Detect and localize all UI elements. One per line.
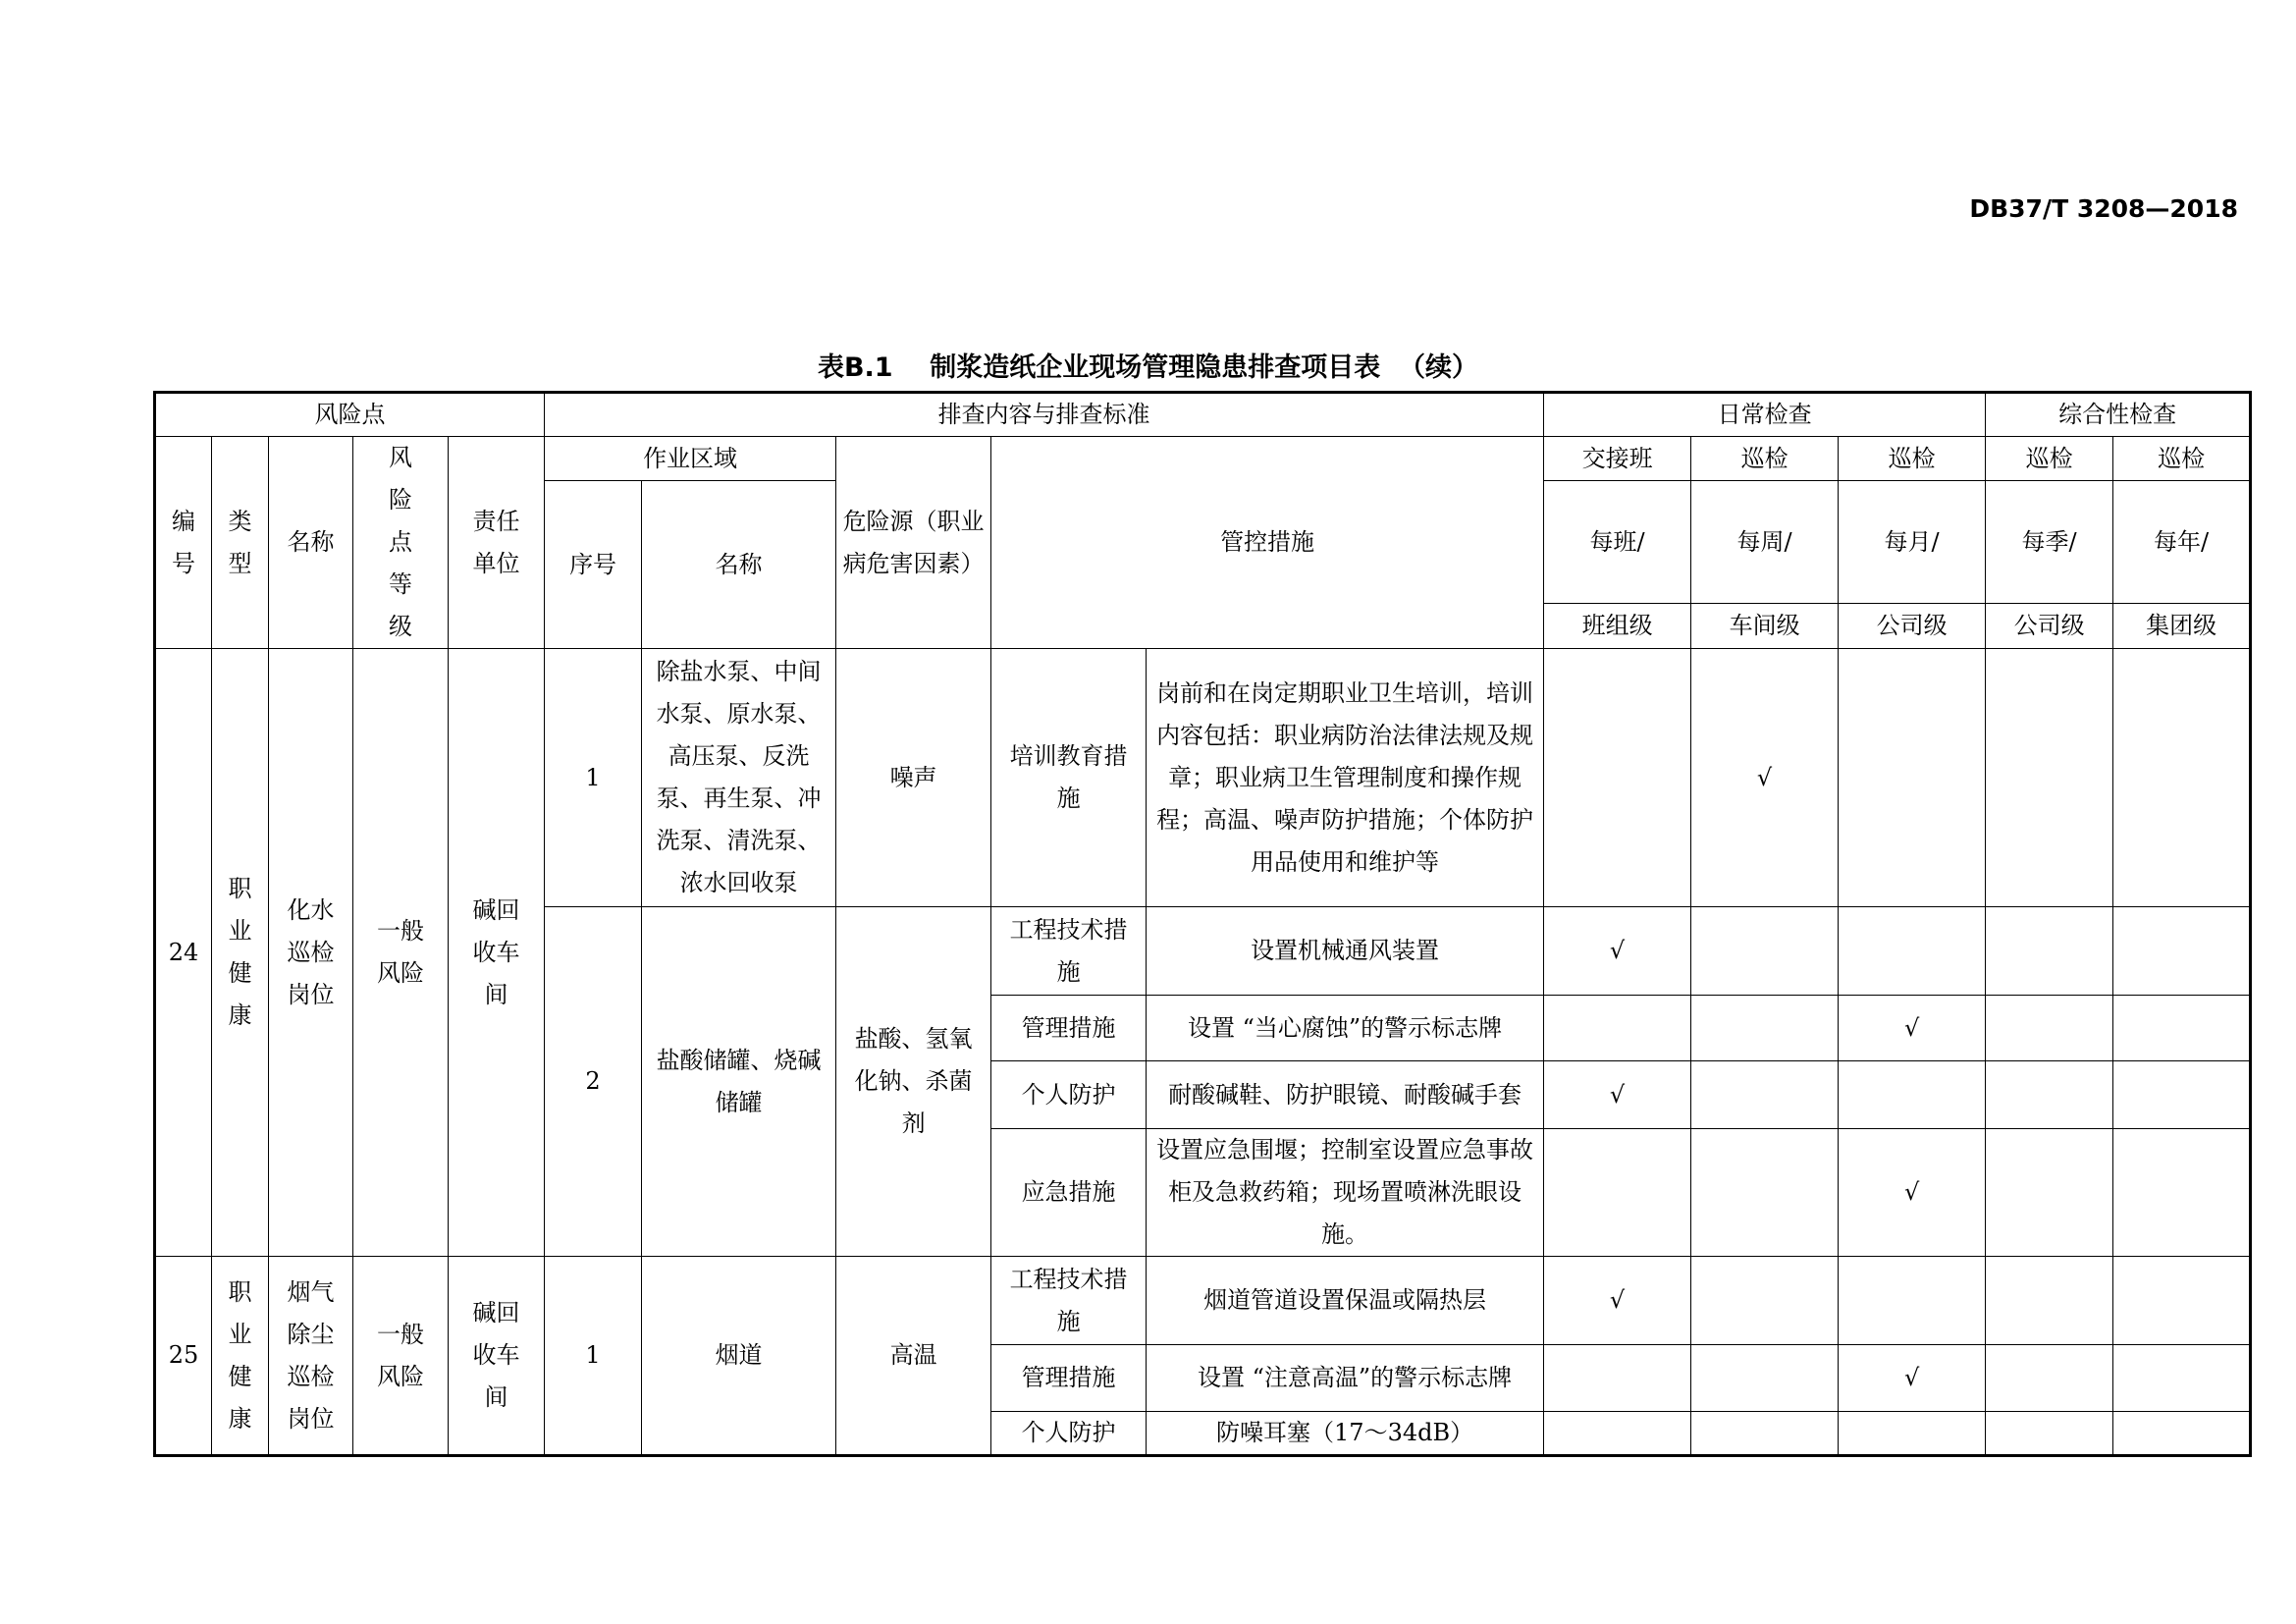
measure-type: 培训教育措施 <box>991 649 1147 907</box>
area-seq: 2 <box>545 907 642 1257</box>
header-check-freq-4: 每季/ <box>1986 481 2113 604</box>
check-mark: √ <box>1544 1257 1691 1345</box>
header-daily-check: 日常检查 <box>1544 393 1986 437</box>
measure-detail: 设置机械通风装置 <box>1147 907 1544 996</box>
check-mark: √ <box>1839 1345 1986 1412</box>
check-cell <box>1691 1061 1839 1129</box>
header-hazard-source: 危险源（职业病危害因素） <box>836 437 991 649</box>
check-cell <box>2113 1129 2251 1257</box>
measure-detail: 设置 “当心腐蚀”的警示标志牌 <box>1147 996 1544 1061</box>
measure-detail: 耐酸碱鞋、防护眼镜、耐酸碱手套 <box>1147 1061 1544 1129</box>
risk-level: 一般风险 <box>353 649 449 1257</box>
hazard-source: 高温 <box>836 1257 991 1456</box>
check-cell <box>1986 1345 2113 1412</box>
check-cell <box>1839 907 1986 996</box>
risk-number: 25 <box>155 1257 212 1456</box>
check-cell <box>1986 1129 2113 1257</box>
measure-type: 个人防护 <box>991 1061 1147 1129</box>
check-cell <box>1544 1129 1691 1257</box>
check-cell <box>1986 907 2113 996</box>
header-seq: 序号 <box>545 481 642 649</box>
table-title <box>0 346 2296 384</box>
risk-name: 化水巡检岗位 <box>269 649 353 1257</box>
check-cell <box>1691 1345 1839 1412</box>
risk-name: 烟气除尘巡检岗位 <box>269 1257 353 1456</box>
header-work-area: 作业区域 <box>545 437 836 481</box>
area-seq: 1 <box>545 649 642 907</box>
table-row <box>155 649 2251 907</box>
header-check-level-4: 公司级 <box>1986 604 2113 649</box>
header-content-standard: 排查内容与排查标准 <box>545 393 1544 437</box>
header-type: 类型 <box>212 437 269 649</box>
table-label: 表B.1 <box>817 352 893 383</box>
check-mark: √ <box>1839 1129 1986 1257</box>
check-cell <box>1544 1412 1691 1456</box>
check-cell <box>1544 1345 1691 1412</box>
check-cell <box>2113 907 2251 996</box>
check-mark: √ <box>1544 907 1691 996</box>
header-row-1 <box>155 393 2251 437</box>
check-cell <box>2113 996 2251 1061</box>
responsible-unit: 碱回收车间 <box>449 1257 545 1456</box>
header-check-top-3: 巡检 <box>1839 437 1986 481</box>
check-cell <box>1691 996 1839 1061</box>
check-cell <box>1839 1061 1986 1129</box>
check-cell <box>1986 996 2113 1061</box>
area-name: 盐酸储罐、烧碱储罐 <box>642 907 836 1257</box>
table-row <box>155 1257 2251 1345</box>
check-cell <box>1839 649 1986 907</box>
area-seq: 1 <box>545 1257 642 1456</box>
measure-type: 个人防护 <box>991 1412 1147 1456</box>
check-mark: √ <box>1691 649 1839 907</box>
header-check-top-1: 交接班 <box>1544 437 1691 481</box>
responsible-unit: 碱回收车间 <box>449 649 545 1257</box>
check-cell <box>1691 907 1839 996</box>
header-check-freq-1: 每班/ <box>1544 481 1691 604</box>
check-mark: √ <box>1839 996 1986 1061</box>
header-check-freq-2: 每周/ <box>1691 481 1839 604</box>
check-cell <box>2113 649 2251 907</box>
table-continued: （续） <box>1399 352 1479 383</box>
header-risk-point: 风险点 <box>155 393 545 437</box>
header-check-top-5: 巡检 <box>2113 437 2251 481</box>
area-name: 除盐水泵、中间水泵、原水泵、高压泵、反洗泵、再生泵、冲洗泵、清洗泵、浓水回收泵 <box>642 649 836 907</box>
measure-detail: 防噪耳塞（17～34dB） <box>1147 1412 1544 1456</box>
check-cell <box>1544 996 1691 1061</box>
check-mark: √ <box>1544 1061 1691 1129</box>
check-cell <box>2113 1412 2251 1456</box>
check-cell <box>1839 1412 1986 1456</box>
header-check-freq-3: 每月/ <box>1839 481 1986 604</box>
header-check-top-2: 巡检 <box>1691 437 1839 481</box>
measure-type: 管理措施 <box>991 1345 1147 1412</box>
header-check-level-3: 公司级 <box>1839 604 1986 649</box>
check-cell <box>1839 1257 1986 1345</box>
header-row-2 <box>155 437 2251 481</box>
check-cell <box>2113 1257 2251 1345</box>
measure-detail: 设置 “注意高温”的警示标志牌 <box>1147 1345 1544 1412</box>
header-risk-level: 风险点等级 <box>353 437 449 649</box>
area-name: 烟道 <box>642 1257 836 1456</box>
risk-type: 职业健康 <box>212 649 269 1257</box>
header-name: 名称 <box>269 437 353 649</box>
header-check-level-2: 车间级 <box>1691 604 1839 649</box>
check-cell <box>1544 649 1691 907</box>
measure-type: 工程技术措施 <box>991 1257 1147 1345</box>
header-area-name: 名称 <box>642 481 836 649</box>
measure-type: 应急措施 <box>991 1129 1147 1257</box>
header-control-measures: 管控措施 <box>991 437 1544 649</box>
risk-level: 一般风险 <box>353 1257 449 1456</box>
check-cell <box>1986 1061 2113 1129</box>
measure-detail: 岗前和在岗定期职业卫生培训，培训内容包括：职业病防治法律法规及规章；职业病卫生管理制度和操作规程；高温、噪声防护措施；个体防护用品使用和维护等 <box>1147 649 1544 907</box>
header-responsible-unit: 责任单位 <box>449 437 545 649</box>
header-check-freq-5: 每年/ <box>2113 481 2251 604</box>
header-number: 编号 <box>155 437 212 649</box>
check-cell <box>2113 1061 2251 1129</box>
document-code: DB37/T 3208—2018 <box>1969 194 2238 223</box>
measure-detail: 烟道管道设置保温或隔热层 <box>1147 1257 1544 1345</box>
measure-detail: 设置应急围堰；控制室设置应急事故柜及急救药箱；现场置喷淋洗眼设施。 <box>1147 1129 1544 1257</box>
check-cell <box>1986 649 2113 907</box>
risk-number: 24 <box>155 649 212 1257</box>
check-cell <box>1986 1412 2113 1456</box>
check-cell <box>1691 1412 1839 1456</box>
check-cell <box>1986 1257 2113 1345</box>
inspection-table <box>153 391 2252 1457</box>
measure-type: 管理措施 <box>991 996 1147 1061</box>
check-cell <box>1691 1129 1839 1257</box>
header-comprehensive-check: 综合性检查 <box>1986 393 2251 437</box>
risk-type: 职业健康 <box>212 1257 269 1456</box>
header-check-level-5: 集团级 <box>2113 604 2251 649</box>
header-check-level-1: 班组级 <box>1544 604 1691 649</box>
header-check-top-4: 巡检 <box>1986 437 2113 481</box>
check-cell <box>2113 1345 2251 1412</box>
measure-type: 工程技术措施 <box>991 907 1147 996</box>
table-name: 制浆造纸企业现场管理隐患排查项目表 <box>930 352 1381 383</box>
hazard-source: 噪声 <box>836 649 991 907</box>
hazard-source: 盐酸、氢氧化钠、杀菌剂 <box>836 907 991 1257</box>
check-cell <box>1691 1257 1839 1345</box>
